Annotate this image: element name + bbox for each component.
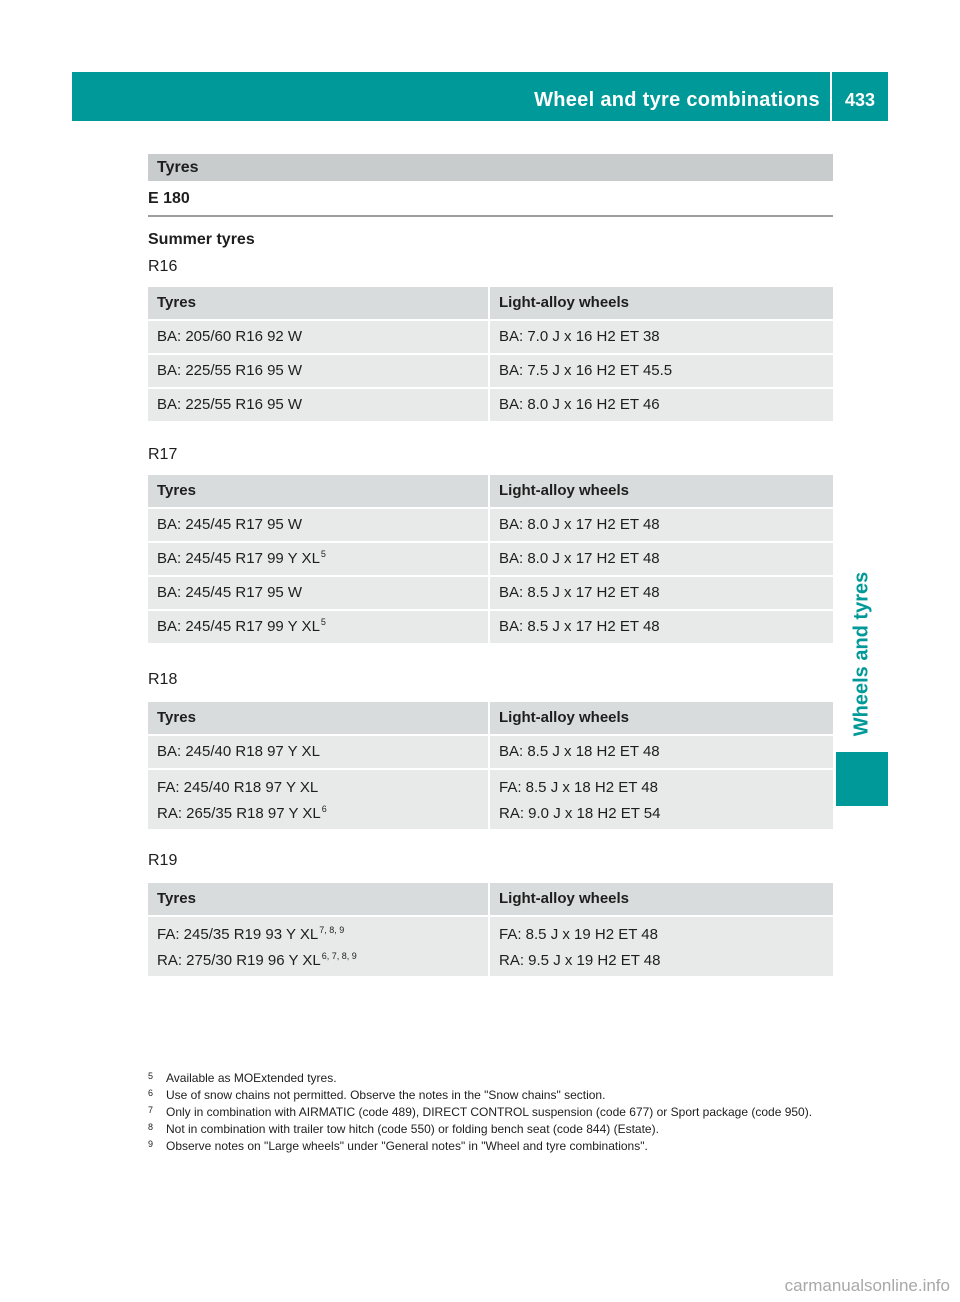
page-number: 433 [844,90,876,110]
wheel-cell [490,917,833,976]
footnote-text: Not in combination with trailer tow hitch (code 550) or folding bench seat (code 844) (Estate). [166,1122,659,1136]
footnote-number: 7 [148,1105,154,1115]
table-row [148,509,833,541]
column-header-tyres: Tyres [148,702,488,734]
wheel-cell [490,577,833,609]
table-row [148,770,833,829]
table-header [148,475,833,507]
model-title: E 180 [148,190,190,207]
wheel-size-front: FA: 8.5 J x 19 H2 ET 48 [499,926,658,943]
header-bar [72,72,888,121]
footnote-number: 8 [148,1122,154,1132]
wheel-size: BA: 8.0 J x 16 H2 ET 46 [499,396,660,413]
wheel-size: BA: 7.5 J x 16 H2 ET 45.5 [499,362,673,379]
tyre-cell [148,736,488,768]
side-tab-text: Wheels and tyres [850,571,873,737]
tyre-size-rear: RA: 265/35 R18 97 Y XL [157,805,321,822]
tyre-size-rear: RA: 275/30 R19 96 Y XL [157,952,321,969]
wheel-size: BA: 8.0 J x 17 H2 ET 48 [499,516,660,533]
wheel-size: BA: 7.0 J x 16 H2 ET 38 [499,328,660,345]
table-header [148,883,833,915]
model-divider [148,215,833,217]
tyre-size: BA: 245/45 R17 99 Y XL [157,550,320,567]
wheel-cell [490,770,833,829]
section-title: Tyres [148,154,833,181]
footnote-number: 6 [148,1088,154,1098]
tyre-size-front: FA: 245/40 R18 97 Y XL [157,779,319,796]
tyre-line [157,775,479,801]
wheel-size-front: FA: 8.5 J x 18 H2 ET 48 [499,779,658,796]
tyre-size: BA: 205/60 R16 92 W [157,328,303,345]
footnote-ref: 7, 8, 9 [319,925,345,935]
footnote-text: Only in combination with AIRMATIC (code 489), DIRECT CONTROL suspension (code 677) or Sport package (code 950). [166,1105,813,1119]
tyre-line [157,948,479,974]
table-label-r16: R16 [148,258,178,275]
table-header [148,702,833,734]
table-row [148,389,833,421]
tyre-size-front: FA: 245/35 R19 93 Y XL [157,926,319,943]
column-header-tyres: Tyres [148,475,488,507]
wheel-size: BA: 8.5 J x 18 H2 ET 48 [499,743,660,760]
tyre-size: BA: 225/55 R16 95 W [157,362,303,379]
footnote-ref: 5 [320,549,326,559]
wheel-cell [490,321,833,353]
wheel-cell [490,736,833,768]
tyre-size: BA: 245/45 R17 95 W [157,516,303,533]
table-r17 [148,475,833,645]
footnote-text: Use of snow chains not permitted. Observe the notes in the "Snow chains" section. [166,1088,606,1102]
column-header-tyres: Tyres [148,287,488,319]
header-title: Wheel and tyre combinations [534,89,820,111]
footnote-text: Observe notes on "Large wheels" under "General notes" in "Wheel and tyre combinations". [166,1139,648,1153]
column-header-wheels: Light-alloy wheels [490,702,833,734]
wheel-size-rear: RA: 9.0 J x 18 H2 ET 54 [499,805,661,822]
wheel-size: BA: 8.5 J x 17 H2 ET 48 [499,584,660,601]
footnote [148,1138,838,1155]
table-label-r19: R19 [148,852,178,869]
wheel-cell [490,543,833,575]
table-row [148,355,833,387]
table-header [148,287,833,319]
wheel-cell [490,389,833,421]
wheel-size-rear: RA: 9.5 J x 19 H2 ET 48 [499,952,661,969]
column-header-wheels: Light-alloy wheels [490,287,833,319]
table-row [148,917,833,976]
table-row [148,611,833,643]
tyre-size: BA: 245/45 R17 99 Y XL [157,618,320,635]
table-label-r18: R18 [148,671,178,688]
summer-tyres-heading: Summer tyres [148,231,255,248]
wheel-size: BA: 8.0 J x 17 H2 ET 48 [499,550,660,567]
tyre-cell [148,917,488,976]
table-r19 [148,883,833,978]
footnote [148,1104,838,1121]
side-tab-label [836,560,888,748]
footnotes [148,1070,838,1155]
table-r18 [148,702,833,831]
table-label-r17: R17 [148,446,178,463]
table-row [148,321,833,353]
footnote [148,1121,838,1138]
footnote-ref: 5 [320,617,326,627]
tyre-size: BA: 245/45 R17 95 W [157,584,303,601]
table-row [148,543,833,575]
tyre-line [157,801,479,827]
table-r16 [148,287,833,423]
tyre-cell [148,355,488,387]
wheel-cell [490,611,833,643]
footnote-number: 5 [148,1071,154,1081]
footnote [148,1070,838,1087]
tyre-size: BA: 245/40 R18 97 Y XL [157,743,320,760]
tyre-cell [148,509,488,541]
column-header-wheels: Light-alloy wheels [490,475,833,507]
tyre-cell [148,611,488,643]
wheel-cell [490,509,833,541]
tyre-cell [148,389,488,421]
column-header-wheels: Light-alloy wheels [490,883,833,915]
footnote [148,1087,838,1104]
tyre-line [157,922,479,948]
column-header-tyres: Tyres [148,883,488,915]
tyre-size: BA: 225/55 R16 95 W [157,396,303,413]
side-tab-block [836,752,888,806]
footnote-number: 9 [148,1139,154,1149]
tyre-cell [148,577,488,609]
tyre-cell [148,321,488,353]
tyre-cell [148,543,488,575]
footnote-ref: 6 [321,804,327,814]
wheel-size: BA: 8.5 J x 17 H2 ET 48 [499,618,660,635]
watermark: carmanualsonline.info [784,1276,950,1295]
footnote-ref: 6, 7, 8, 9 [321,951,357,961]
table-row [148,736,833,768]
table-row [148,577,833,609]
footnote-text: Available as MOExtended tyres. [166,1071,337,1085]
tyre-cell [148,770,488,829]
wheel-cell [490,355,833,387]
